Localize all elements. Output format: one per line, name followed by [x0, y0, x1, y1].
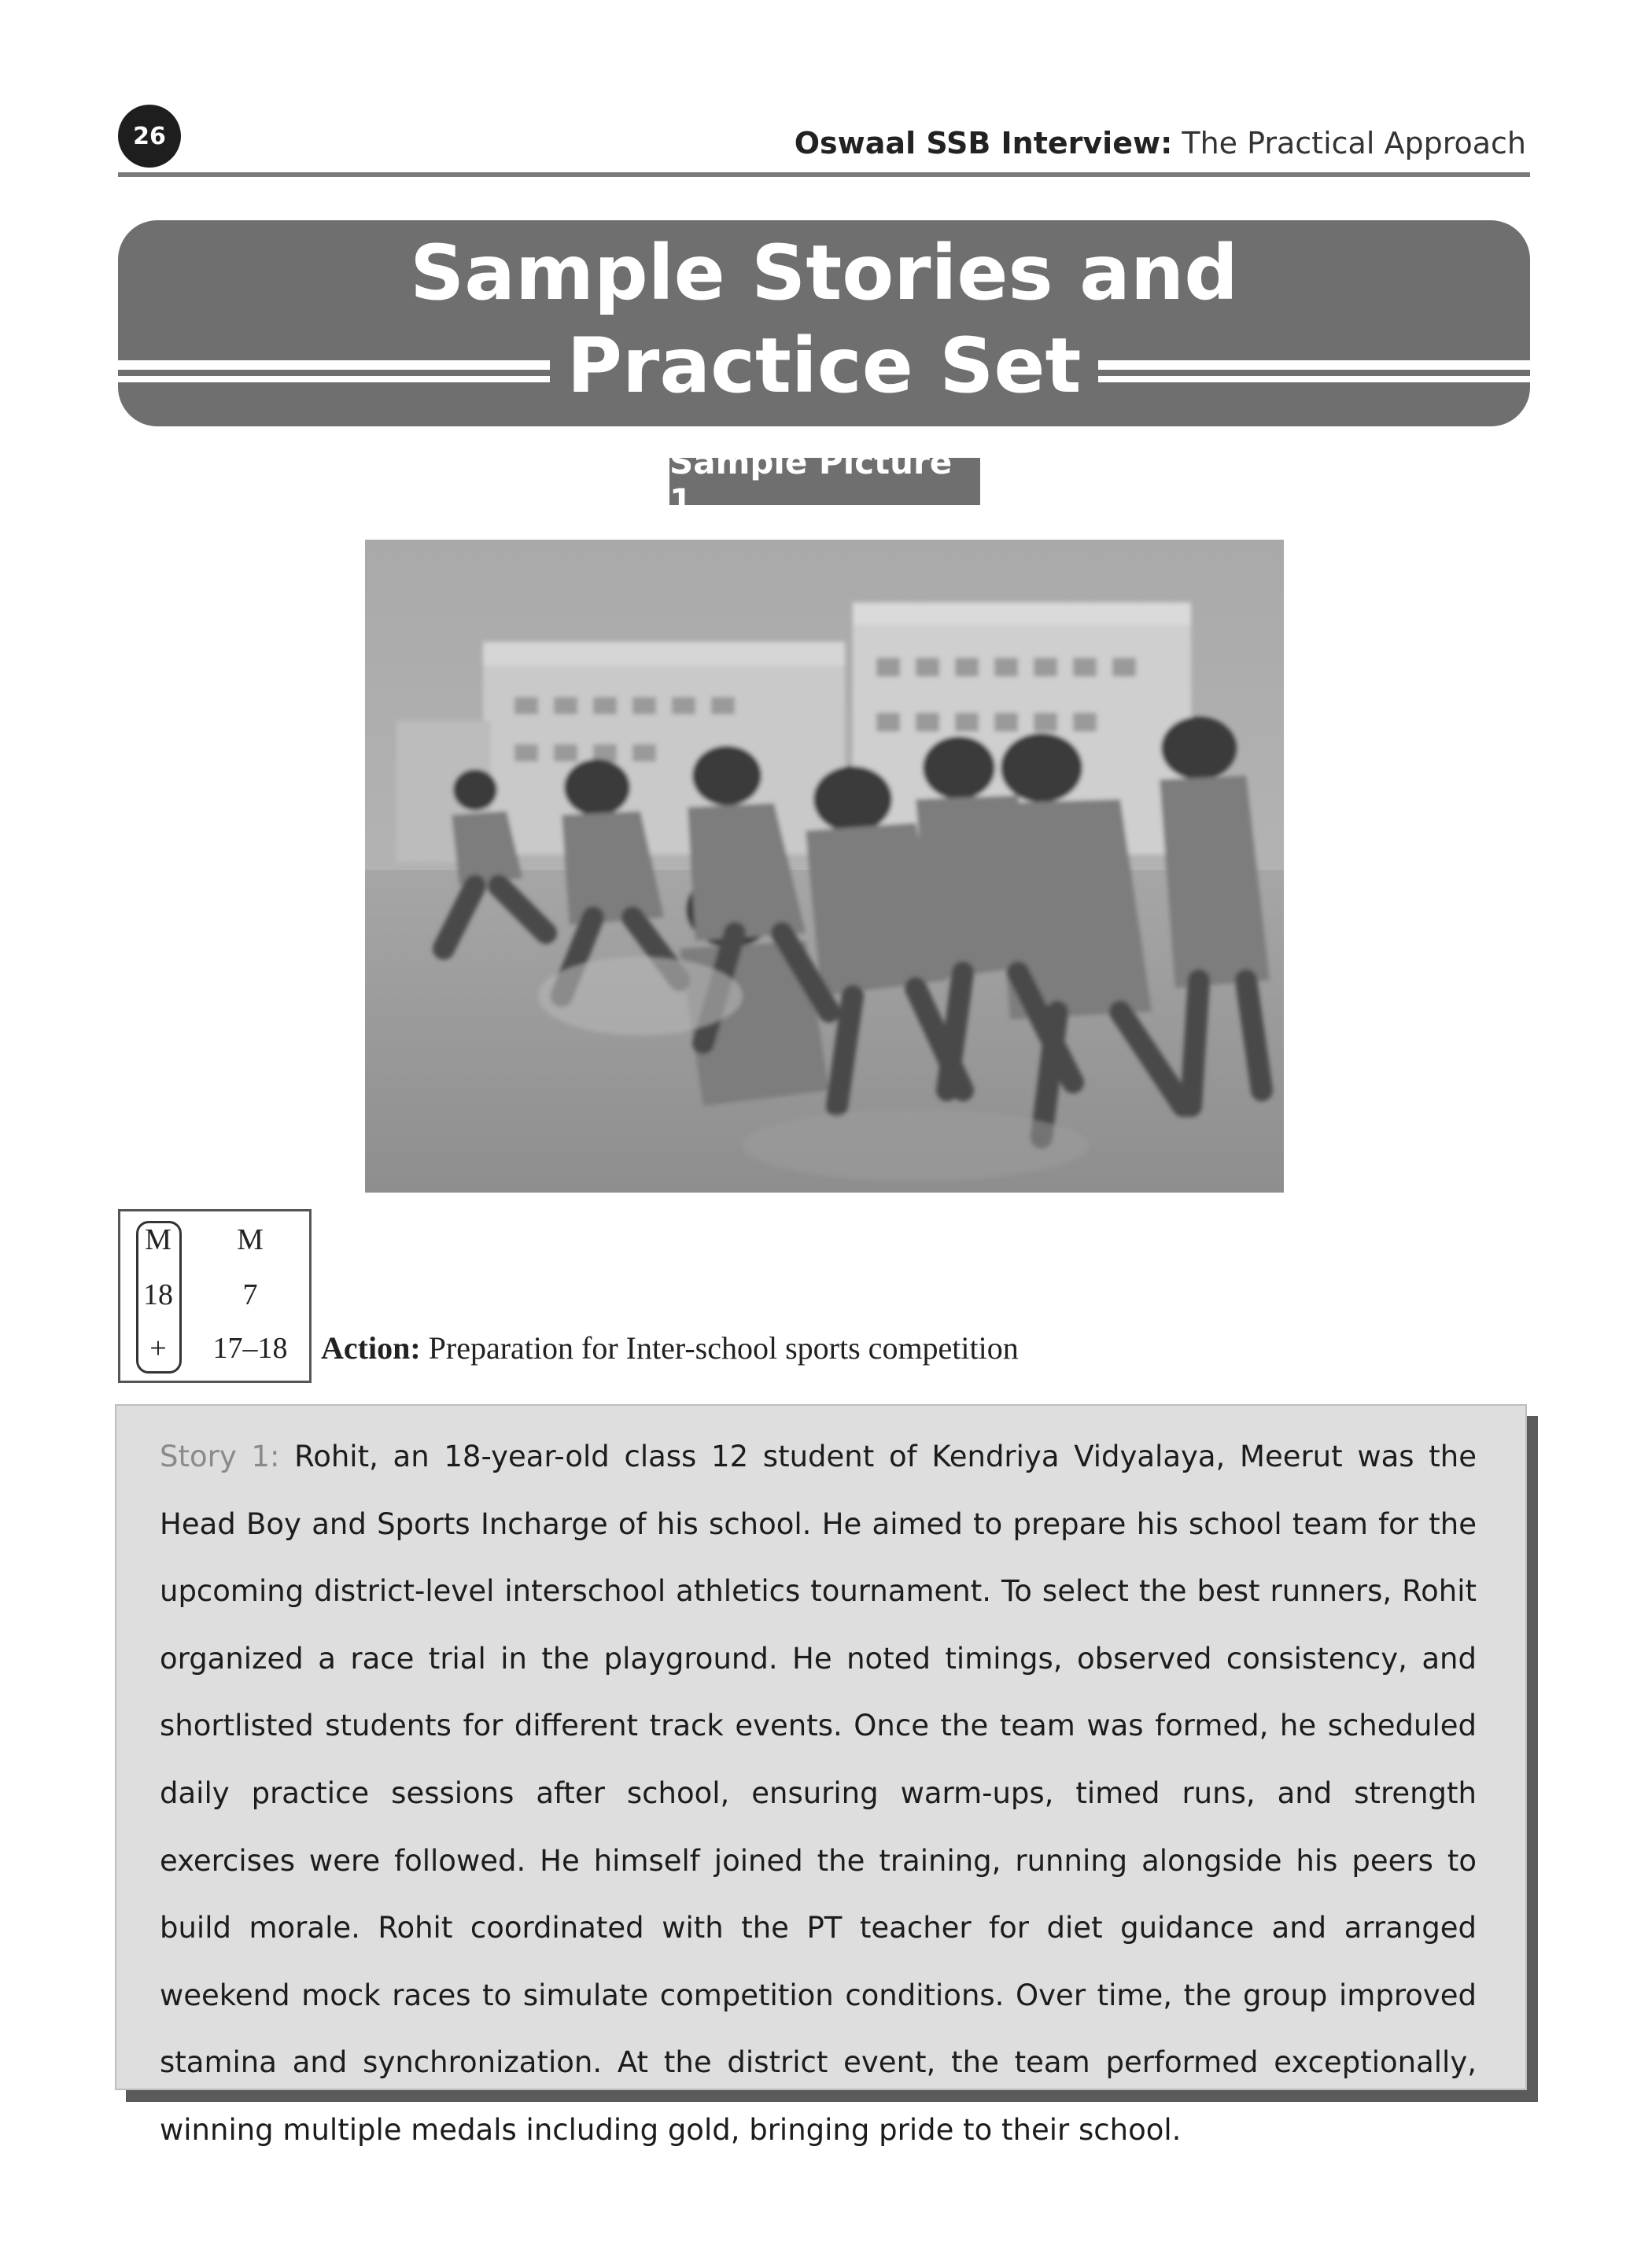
others-age: 17–18 [212, 1332, 288, 1365]
others-count: 7 [242, 1278, 258, 1311]
story-text: Rohit, an 18-year-old class 12 student of Kendriya Vidyalaya, Meerut was the Head Boy and Sports Incharge of his school. He aimed to prepare his school team for the upcoming district-level interschool athletics tournament. To select the best runners, Rohit organized a race trial in the playground. He noted timings, observed consistency, and shortlisted students for different track events. Once the team was formed, he scheduled daily practice sessions after school, ensuring warm-ups, timed runs, and strength exercises were followed. He himself joined the training, running alongside his peers to build morale. Rohit coordinated with the PT teacher for diet guidance and arranged weekend mock races to simulate competition conditions. Over time, the group improved stamina and synchronization. At the district event, the team performed exceptionally, winning multiple medals including gold, bringing pride to their school. [160, 1440, 1477, 2147]
hero-mood: + [149, 1332, 167, 1365]
banner-title-line2-text: Practice Set [550, 322, 1099, 410]
page-number-badge [118, 105, 181, 168]
action-text: Preparation for Inter-school sports competition [428, 1330, 1019, 1366]
story-label: Story 1: [160, 1440, 280, 1473]
runners-illustration [365, 540, 1284, 1193]
banner-title-line1: Sample Stories and [410, 229, 1238, 317]
book-title-rest: The Practical Approach [1182, 126, 1526, 160]
hero-age: 18 [143, 1278, 173, 1311]
action-label: Action: [321, 1330, 421, 1366]
action-line [321, 1329, 1019, 1366]
hero-sex: M [145, 1223, 171, 1256]
book-title-bold: Oswaal SSB Interview: [794, 126, 1173, 160]
header-rule [118, 172, 1530, 177]
chapter-banner [118, 220, 1530, 426]
character-chart [118, 1209, 312, 1383]
section-label: Sample Picture 1 [669, 458, 980, 505]
others-sex: M [237, 1223, 264, 1256]
banner-title-line2 [118, 323, 1530, 409]
page-number: 26 [133, 122, 166, 150]
story-box [115, 1404, 1527, 2147]
running-head [795, 126, 1526, 160]
